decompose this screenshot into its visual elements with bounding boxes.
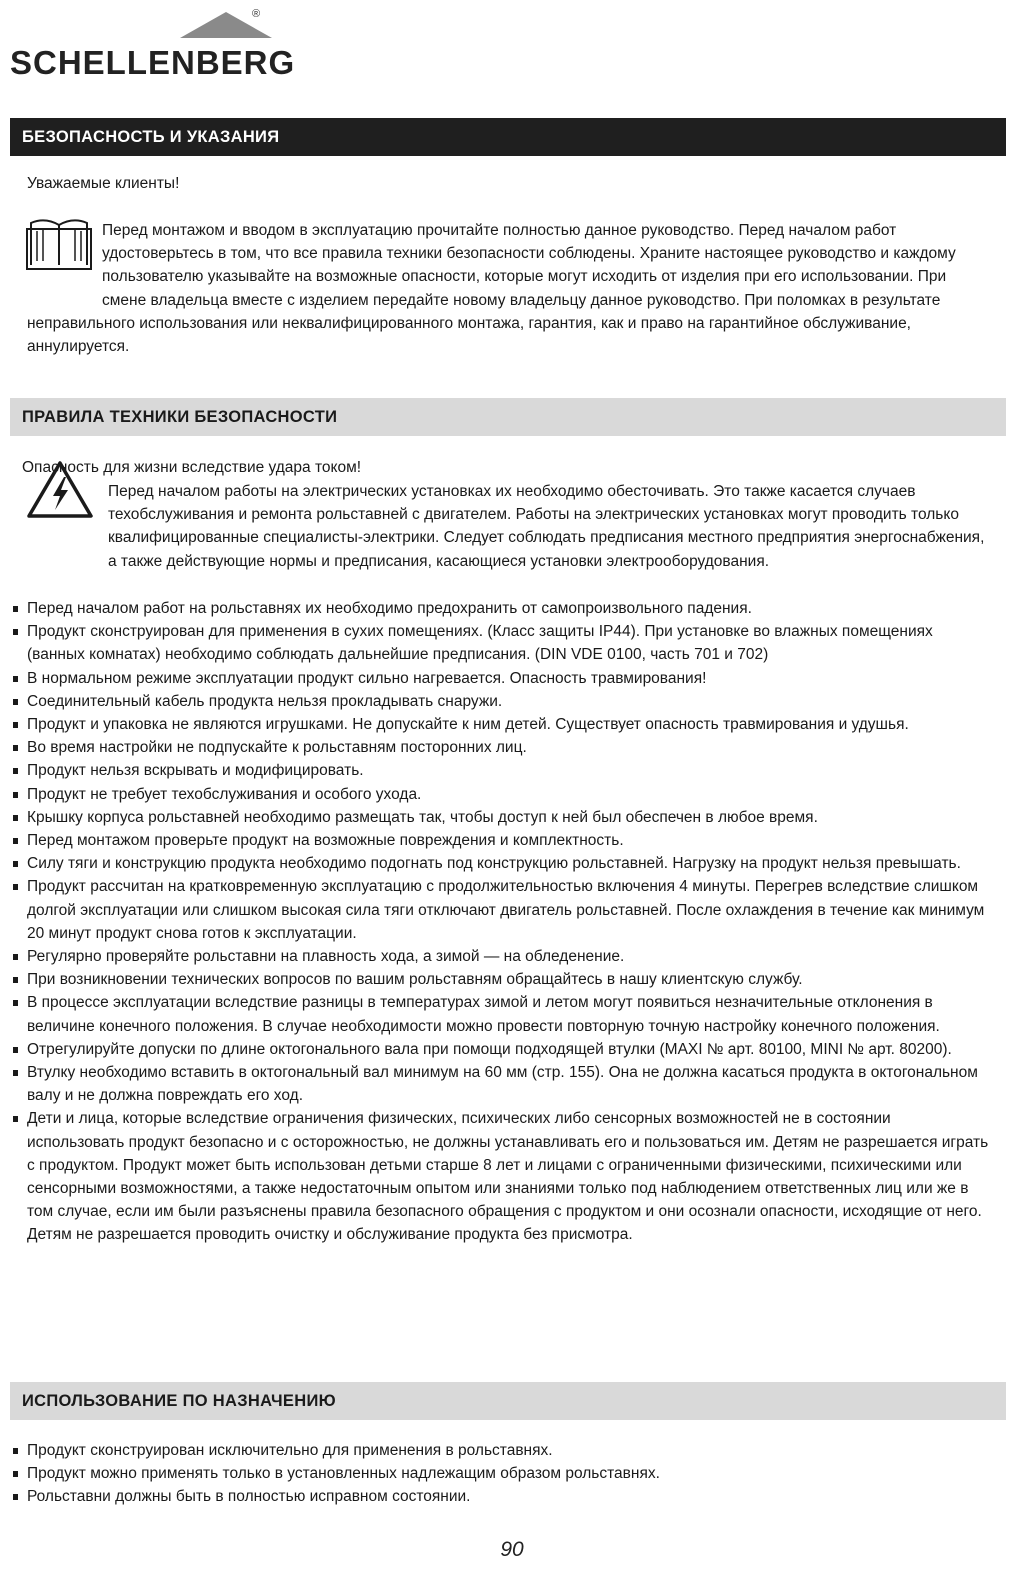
list-item: Продукт и упаковка не являются игрушками. Не допускайте к ним детей. Существует опасность травмирования и удушья. <box>12 713 992 736</box>
intro-text: Перед монтажом и вводом в эксплуатацию прочитайте полностью данное руководство. Перед началом работ удостоверьтесь в том, что все правила техники безопасности соблюдены. Храните настоящее руководство и каждому пользователю указывайте на возможные опасности, которые могут исходить от изделия при его использовании. При смене владельца вместе с изделием передайте новому владельцу данное руководство. При поломках в результате неправильного использования или неквалифицированного монтажа, гарантия, как и право на гарантийное обслуживание, аннулируется. <box>27 222 956 356</box>
list-item: Продукт можно применять только в установленных надлежащим образом рольставнях. <box>12 1462 992 1485</box>
list-item: Силу тяги и конструкцию продукта необходимо подогнать под конструкцию рольставней. Нагрузку на продукт нельзя превышать. <box>12 852 992 875</box>
registered-mark: ® <box>252 8 261 20</box>
brand-logo <box>10 8 296 81</box>
danger-title: Опасность для жизни вследствие удара током! <box>22 459 362 476</box>
list-item: Дети и лица, которые вследствие ограничения физических, психических либо сенсорных возможностей не в состоянии использовать продукт безопасно и с осторожностью, не должны устанавливать его и пользоваться им. Детям не разрешается играть с продуктом. Продукт может быть использован детьми старше 8 лет и лицами с ограниченными физическими, психическими или сенсорными возможностями, а также недостаточным опытом или знаниями только под наблюдением ответственных лиц или же в том случае, если им были разъяснены правила безопасного обращения с продуктом и они осознали опасности, исходящие от него. Детям не разрешается проводить очистку и обслуживание продукта без присмотра. <box>12 1107 992 1246</box>
electric-hazard-icon <box>26 460 94 520</box>
list-item: При возникновении технических вопросов по вашим рольставням обращайтесь в нашу клиентскую службу. <box>12 968 992 991</box>
list-item: Продукт нельзя вскрывать и модифицировать. <box>12 759 992 782</box>
list-item: В процессе эксплуатации вследствие разницы в температурах зимой и летом могут появиться незначительные отклонения в величине конечного положения. В случае необходимости можно провести повторную точную настройку конечного положения. <box>12 991 992 1037</box>
danger-text: Перед началом работы на электрических установках их необходимо обесточивать. Это также касается случаев техобслуживания и ремонта рольставней с двигателем. Работы на электрических установках могут проводить только квалифицированные специалисты-электрики. Следует соблюдать предписания местного предприятия энергоснабжения, а также действующие нормы и предписания, касающиеся установки электрооборудования. <box>108 483 985 570</box>
list-item: Рольставни должны быть в полностью исправном состоянии. <box>12 1485 992 1508</box>
list-item: Продукт сконструирован исключительно для применения в рольставнях. <box>12 1439 992 1462</box>
intended-use-list <box>12 1439 992 1509</box>
safety-rules-list <box>12 597 992 1247</box>
list-item: Во время настройки не подпускайте к рольставням посторонних лиц. <box>12 736 992 759</box>
list-item: Отрегулируйте допуски по длине октогонального вала при помощи подходящей втулки (MAXI № арт. 80100, MINI № арт. 80200). <box>12 1038 992 1061</box>
greeting: Уважаемые клиенты! <box>27 175 180 192</box>
section-header-rules: ПРАВИЛА ТЕХНИКИ БЕЗОПАСНОСТИ <box>10 398 1006 436</box>
list-item: Перед монтажом проверьте продукт на возможные повреждения и комплектность. <box>12 829 992 852</box>
brand-name: SCHELLENBERG <box>10 44 296 81</box>
section-header-usage: ИСПОЛЬЗОВАНИЕ ПО НАЗНАЧЕНИЮ <box>10 1382 1006 1420</box>
list-item: Регулярно проверяйте рольставни на плавность хода, а зимой — на обледенение. <box>12 945 992 968</box>
list-item: Соединительный кабель продукта нельзя прокладывать снаружи. <box>12 690 992 713</box>
section-header-safety: БЕЗОПАСНОСТЬ И УКАЗАНИЯ <box>10 118 1006 156</box>
list-item: Продукт рассчитан на кратковременную эксплуатацию с продолжительностью включения 4 минуты. Перегрев вследствие слишком долгой эксплуатации или слишком высокая сила тяги отключают двигатель рольставней. После охлаждения в течение как минимум 20 минут продукт снова готов к эксплуатации. <box>12 875 992 945</box>
intro-paragraph <box>27 219 962 358</box>
list-item: Перед началом работ на рольставнях их необходимо предохранить от самопроизвольного падения. <box>12 597 992 620</box>
page-number: 90 <box>500 1538 524 1561</box>
list-item: Втулку необходимо вставить в октогональный вал минимум на 60 мм (стр. 155). Она не должна касаться продукта в октогональном валу и не должна повреждать его ход. <box>12 1061 992 1107</box>
list-item: Продукт не требует техобслуживания и особого ухода. <box>12 783 992 806</box>
book-spacer <box>27 219 102 289</box>
list-item: Крышку корпуса рольставней необходимо размещать так, чтобы доступ к ней был обеспечен в любое время. <box>12 806 992 829</box>
list-item: В нормальном режиме эксплуатации продукт сильно нагревается. Опасность травмирования! <box>12 667 992 690</box>
list-item: Продукт сконструирован для применения в сухих помещениях. (Класс защиты IP44). При установке во влажных помещениях (ванных комнатах) необходимо соблюдать дальнейшие предписания. (DIN VDE 0100, часть 701 и 702) <box>12 620 992 666</box>
